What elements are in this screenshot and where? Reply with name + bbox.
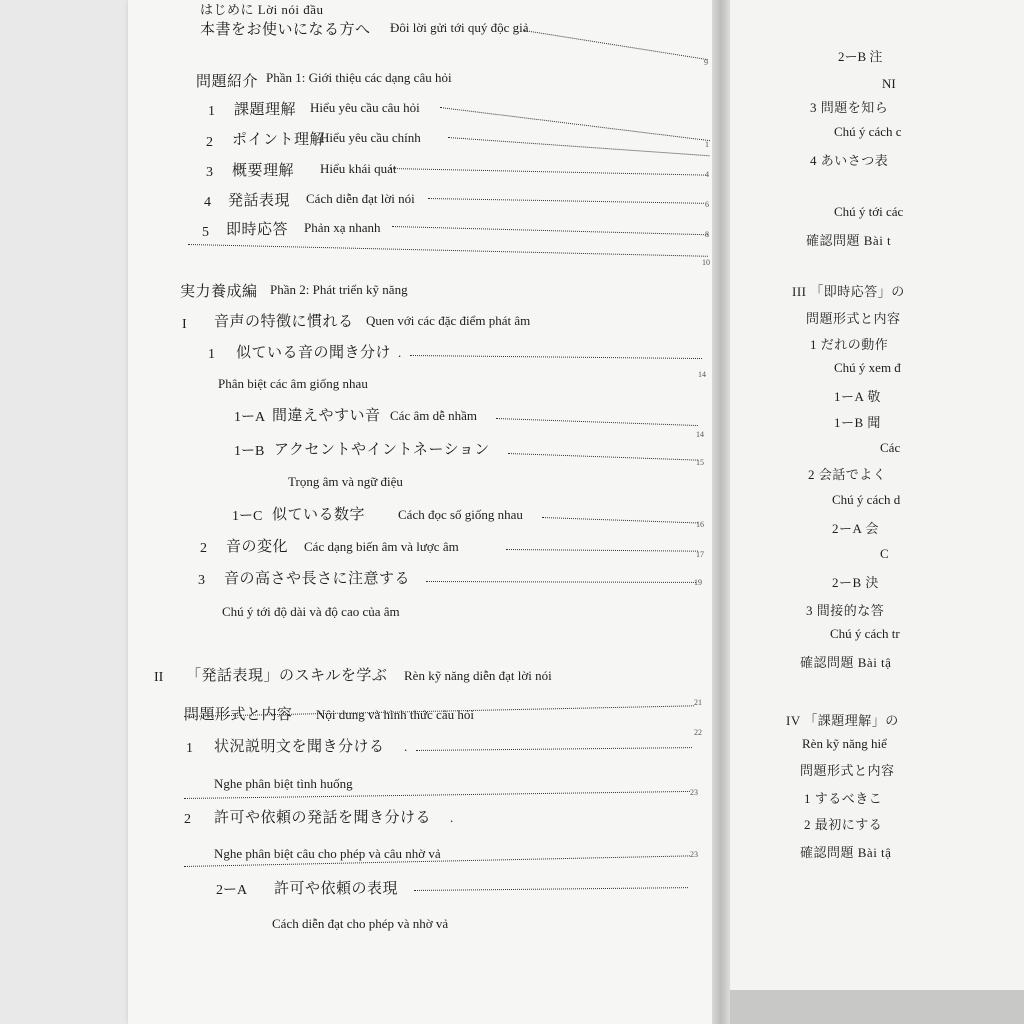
toc-entry-vi: Phản xạ nhanh — [304, 220, 381, 235]
form-content-vi: Nội dung và hình thức câu hỏi — [316, 707, 474, 722]
page-number: 15 — [696, 458, 704, 467]
leader-dots — [188, 244, 708, 257]
page-number: 22 — [694, 728, 702, 737]
preface-vi: Đôi lời gửi tới quý độc giả — [390, 20, 529, 35]
right-line: Chú ý xem đ — [834, 360, 901, 375]
page-number: 1 — [705, 140, 709, 149]
right-line: 4 あいさつ表 — [810, 153, 889, 168]
toc-num: 2ーA — [216, 883, 248, 898]
section-num: II — [154, 670, 164, 685]
leader-dots — [428, 198, 704, 204]
toc-entry-jp: 似ている数字 — [272, 507, 366, 523]
toc-num: 3 — [198, 573, 205, 588]
toc-num: 1 — [208, 347, 215, 362]
toc-num: 5 — [202, 225, 209, 240]
right-line: NI — [882, 76, 896, 91]
leader-dots — [440, 107, 710, 141]
top-cut-line: はじめに Lời nói đầu — [200, 2, 324, 17]
page-number: 23 — [690, 788, 698, 797]
toc-num: 1ーA — [234, 410, 266, 425]
part1-title-jp: 問題紹介 — [196, 74, 259, 90]
toc-entry-jp: 許可や依頼の発話を聞き分ける — [214, 810, 432, 826]
toc-entry-vi: Cách đọc số giống nhau — [398, 507, 523, 522]
toc-num: 1ーC — [232, 509, 263, 524]
toc-num: 1 — [208, 104, 215, 119]
preface-jp: 本書をお使いになる方へ — [200, 22, 371, 38]
toc-num: 1 — [186, 741, 193, 756]
toc-entry-vi: Nghe phân biệt câu cho phép và câu nhờ vả — [214, 846, 441, 861]
toc-entry-jp: 概要理解 — [232, 163, 295, 179]
leader-dots — [542, 517, 698, 523]
period: . — [398, 345, 402, 360]
toc-entry-jp: 許可や依頼の表現 — [274, 881, 399, 897]
right-line: 確認問題 Bài tậ — [800, 845, 892, 860]
leader-dots — [414, 887, 688, 891]
toc-num: 2 — [206, 135, 213, 150]
right-line: 2 会話でよく — [808, 467, 887, 482]
toc-entry-vi: Chú ý tới độ dài và độ cao của âm — [222, 604, 400, 619]
page-number: 4 — [705, 170, 709, 179]
toc-num: 4 — [204, 195, 211, 210]
toc-entry-jp: ポイント理解 — [232, 132, 326, 148]
right-line: Chú ý cách tr — [830, 626, 900, 641]
toc-entry-jp: 間違えやすい音 — [272, 408, 381, 424]
toc-entry-jp: 発話表現 — [228, 193, 291, 209]
page-number: 21 — [694, 698, 702, 707]
toc-entry-vi: Hiểu yêu cầu câu hỏi — [310, 100, 420, 115]
toc-num: 1ーB — [234, 444, 265, 459]
page-number: 19 — [694, 578, 702, 587]
toc-entry-vi: Các âm dễ nhầm — [390, 408, 477, 423]
right-line: 問題形式と内容 — [800, 763, 895, 778]
page-number: 14 — [698, 370, 706, 379]
right-line: Các — [880, 440, 901, 455]
leader-dots — [184, 791, 690, 799]
toc-entry-jp: 課題理解 — [234, 102, 297, 118]
leader-dots — [496, 418, 698, 426]
period: . — [404, 739, 408, 754]
leader-dots — [506, 549, 698, 552]
page-number: 9 — [704, 58, 708, 67]
leader-dots — [448, 137, 709, 156]
right-line: Rèn kỹ năng hiể — [802, 736, 887, 751]
section-title-vi: Rèn kỹ năng diễn đạt lời nói — [404, 668, 552, 683]
leader-dots — [410, 355, 702, 359]
right-line: 2ーB 決 — [832, 575, 879, 590]
toc-entry-vi: Hiểu yêu cầu chính — [320, 130, 421, 145]
toc-entry-jp: 音の変化 — [226, 539, 289, 555]
toc-entry-jp: 似ている音の聞き分け — [236, 345, 392, 361]
part2-title-vi: Phần 2: Phát triển kỹ năng — [270, 282, 408, 297]
section-num: I — [182, 317, 187, 332]
right-line: Chú ý tới các — [834, 204, 904, 219]
part1-title-vi: Phần 1: Giới thiệu các dạng câu hỏi — [266, 70, 452, 85]
section-title-jp: 音声の特徴に慣れる — [214, 314, 354, 330]
right-line: 問題形式と内容 — [806, 311, 901, 326]
right-line: 2 最初にする — [804, 817, 883, 832]
toc-num: 2 — [184, 812, 191, 827]
leader-dots — [390, 168, 706, 176]
toc-entry-vi: Phân biệt các âm giống nhau — [218, 376, 368, 391]
toc-entry-vi: Hiểu khái quát — [320, 161, 397, 176]
right-line: IV 「課題理解」の — [786, 713, 899, 728]
right-line: 2ーA 会 — [832, 521, 879, 536]
toc-entry-jp: アクセントやイントネーション — [274, 442, 490, 458]
toc-entry-jp: 音の高さや長さに注意する — [224, 571, 411, 587]
right-line: Chú ý cách c — [834, 124, 902, 139]
page-number: 23 — [690, 850, 698, 859]
toc-entry-vi: Các dạng biến âm và lược âm — [304, 539, 459, 554]
book-gutter — [712, 0, 730, 1024]
toc-num: 2 — [200, 541, 207, 556]
right-line: C — [880, 546, 889, 561]
right-line: 1 だれの動作 — [810, 337, 889, 352]
section-title-jp: 「発話表現」のスキルを学ぶ — [186, 668, 388, 684]
right-page — [730, 0, 1024, 1024]
toc-entry-vi: Trọng âm và ngữ điệu — [288, 474, 403, 489]
right-line: 3 問題を知ら — [810, 100, 889, 115]
left-page — [128, 0, 720, 1024]
leader-dots — [416, 747, 692, 751]
page-number: 6 — [705, 200, 709, 209]
section-title-vi: Quen với các đặc điểm phát âm — [366, 313, 531, 328]
toc-num: 3 — [206, 165, 213, 180]
page-number: 17 — [696, 550, 704, 559]
toc-entry-jp: 即時応答 — [226, 222, 289, 238]
toc-entry-vi: Cách diễn đạt lời nói — [306, 191, 415, 206]
right-line: 1ーA 敬 — [834, 389, 881, 404]
page-number: 16 — [696, 520, 704, 529]
form-content-jp: 問題形式と内容 — [184, 707, 293, 723]
page-number: 14 — [696, 430, 704, 439]
toc-entry-jp: 状況説明文を聞き分ける — [214, 739, 385, 755]
leader-dots — [426, 581, 696, 583]
part2-title-jp: 実力養成編 — [180, 284, 258, 300]
toc-entry-vi: Cách diễn đạt cho phép và nhờ vả — [272, 916, 449, 931]
right-line: 1ーB 聞 — [834, 415, 881, 430]
right-line: Chú ý cách d — [832, 492, 901, 507]
table-shadow — [730, 990, 1024, 1024]
page-number: 10 — [702, 258, 710, 267]
right-line: 3 間接的な答 — [806, 603, 885, 618]
leader-dots — [392, 226, 708, 235]
right-line: 確認問題 Bài tậ — [800, 655, 892, 670]
period: . — [450, 810, 454, 825]
right-line: 確認問題 Bài t — [806, 233, 892, 248]
right-line: 1 するべきこ — [804, 791, 883, 806]
right-line: III 「即時応答」の — [792, 284, 905, 299]
leader-dots — [508, 453, 698, 461]
leader-dots — [524, 30, 708, 60]
page-number: 8 — [705, 230, 709, 239]
toc-entry-vi: Nghe phân biệt tình huống — [214, 776, 353, 791]
right-line: 2ーB 注 — [838, 49, 883, 64]
